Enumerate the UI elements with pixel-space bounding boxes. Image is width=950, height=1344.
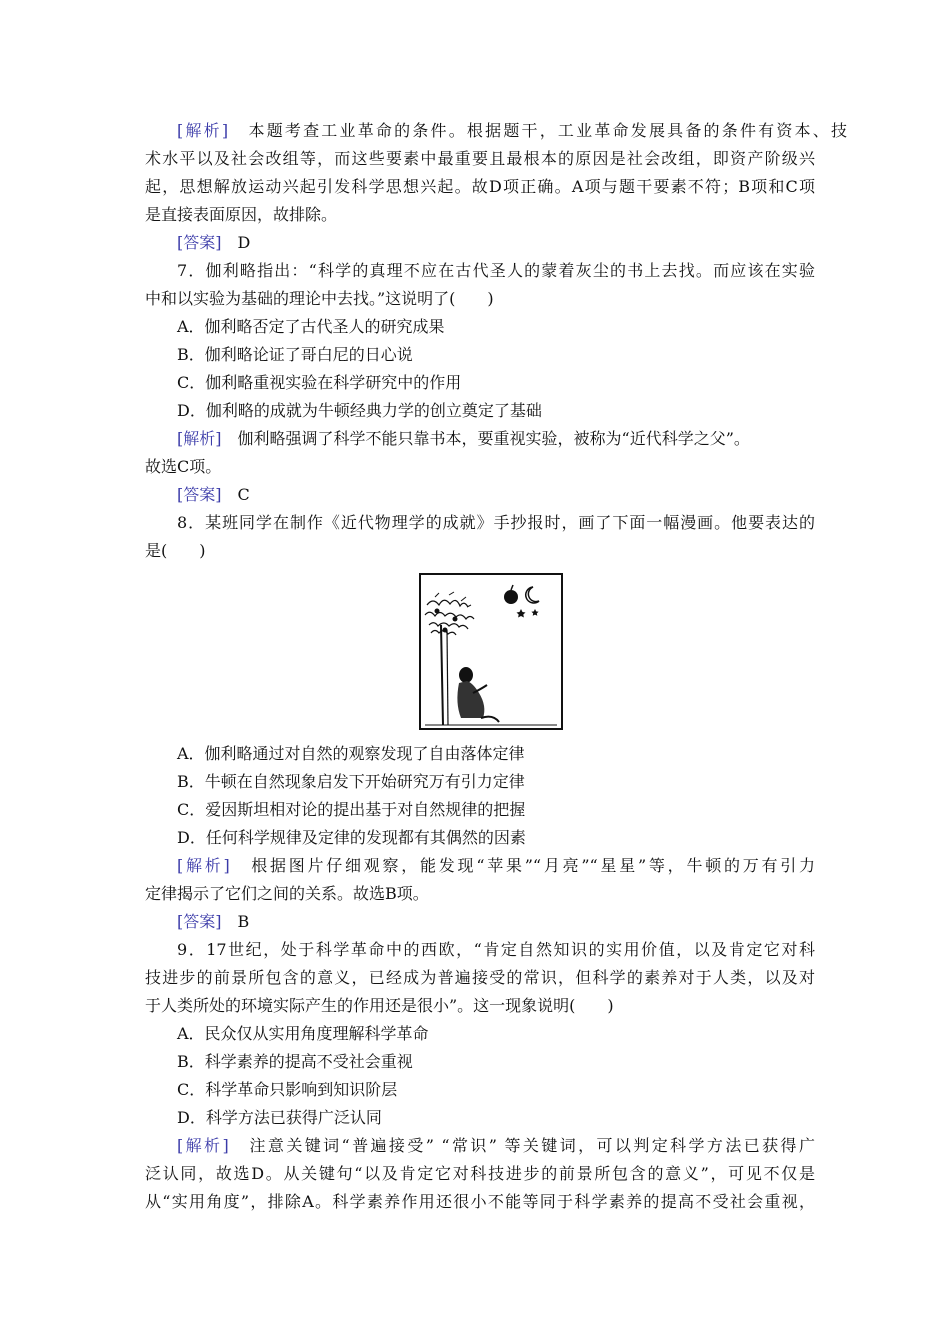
q7-stem-line-1: 7．伽利略指出：“科学的真理不应在古代圣人的蒙着灰尘的书上去找。而应该在实验 [177, 261, 815, 280]
newton-apple-cartoon [421, 575, 561, 728]
q9-analysis-line-1: [解析] 注意关键词“普遍接受” “常识” 等关键词，可以判定科学方法已获得广 [177, 1136, 815, 1155]
q9-option-c: C．科学革命只影响到知识阶层 [177, 1080, 398, 1099]
q9-analysis-line-2: 泛认同，故选D。从关键句“以及肯定它对科技进步的前景所包含的意义”，可见不仅是 [145, 1164, 815, 1183]
q9-stem-line-3: 于人类所处的环境实际产生的作用还是很小”。这一现象说明( ) [145, 996, 614, 1015]
answer-tag: [答案] [177, 485, 222, 504]
q7-answer [177, 484, 847, 506]
q6-analysis-line-2: 术水平以及社会改组等，而这些要素中最重要且最根本的原因是社会改组，即资产阶级兴 [145, 149, 815, 168]
q8-analysis-line-1: [解析] 根据图片仔细观察，能发现“苹果”“月亮”“星星”等，牛顿的万有引力 [177, 856, 815, 875]
q7-option-c: C．伽利略重视实验在科学研究中的作用 [177, 373, 462, 392]
q9-analysis-line-3: 从“实用角度”，排除A。科学素养作用还很小不能等同于科学素养的提高不受社会重视， [145, 1192, 815, 1211]
q9-stem-line-1: 9．17世纪，处于科学革命中的西欧，“肯定自然知识的实用价值，以及肯定它对科 [177, 940, 815, 959]
q7-option-a: A．伽利略否定了古代圣人的研究成果 [177, 317, 445, 336]
q6-answer [177, 232, 847, 254]
q6-analysis-line-3: 起，思想解放运动兴起引发科学思想兴起。故D项正确。A项与题干要素不符；B项和C项 [145, 177, 815, 196]
q9-option-a: A．民众仅从实用角度理解科学革命 [177, 1024, 429, 1043]
analysis-tag: [解析] [177, 429, 222, 448]
q8-option-a: A．伽利略通过对自然的观察发现了自由落体定律 [177, 744, 525, 763]
q6-analysis-line-4: 是直接表面原因，故排除。 [145, 205, 338, 224]
q9-option-b: B．科学素养的提高不受社会重视 [177, 1052, 413, 1071]
q8-answer-value: B [237, 912, 250, 931]
q6-analysis-line-1: [解析] 本题考查工业革命的条件。根据题干，工业革命发展具备的条件有资本、技 [177, 121, 847, 140]
q7-option-d: D．伽利略的成就为牛顿经典力学的创立奠定了基础 [177, 401, 542, 420]
q9-stem-line-2: 技进步的前景所包含的意义，已经成为普遍接受的常识，但科学的素养对于人类，以及对 [145, 968, 815, 987]
q8-stem-line-1: 8．某班同学在制作《近代物理学的成就》手抄报时，画了下面一幅漫画。他要表达的 [177, 513, 815, 532]
q8-option-d: D．任何科学规律及定律的发现都有其偶然的因素 [177, 828, 526, 847]
q9-option-d: D．科学方法已获得广泛认同 [177, 1108, 382, 1127]
cartoon-figure [419, 573, 563, 730]
q7-answer-value: C [237, 485, 250, 504]
q8-option-b: B．牛顿在自然现象启发下开始研究万有引力定律 [177, 772, 525, 791]
answer-tag: [答案] [177, 233, 222, 252]
analysis-tag: [解析] [177, 121, 229, 140]
answer-tag: [答案] [177, 912, 222, 931]
analysis-tag: [解析] [177, 856, 230, 875]
q8-option-c: C．爱因斯坦相对论的提出基于对自然规律的把握 [177, 800, 526, 819]
q6-answer-value: D [237, 233, 251, 252]
q8-answer [177, 911, 847, 933]
q7-option-b: B．伽利略论证了哥白尼的日心说 [177, 345, 413, 364]
analysis-tag: [解析] [177, 1136, 229, 1155]
q7-analysis-line-2: 故选C项。 [145, 457, 222, 476]
q7-stem-line-2: 中和以实验为基础的理论中去找。”这说明了( ) [145, 289, 494, 308]
q7-analysis-line-1: [解析] 伽利略强调了科学不能只靠书本，要重视实验，被称为“近代科学之父”。 [177, 429, 750, 448]
q8-analysis-line-2: 定律揭示了它们之间的关系。故选B项。 [145, 884, 429, 903]
q8-stem-line-2: 是( ) [145, 541, 206, 560]
